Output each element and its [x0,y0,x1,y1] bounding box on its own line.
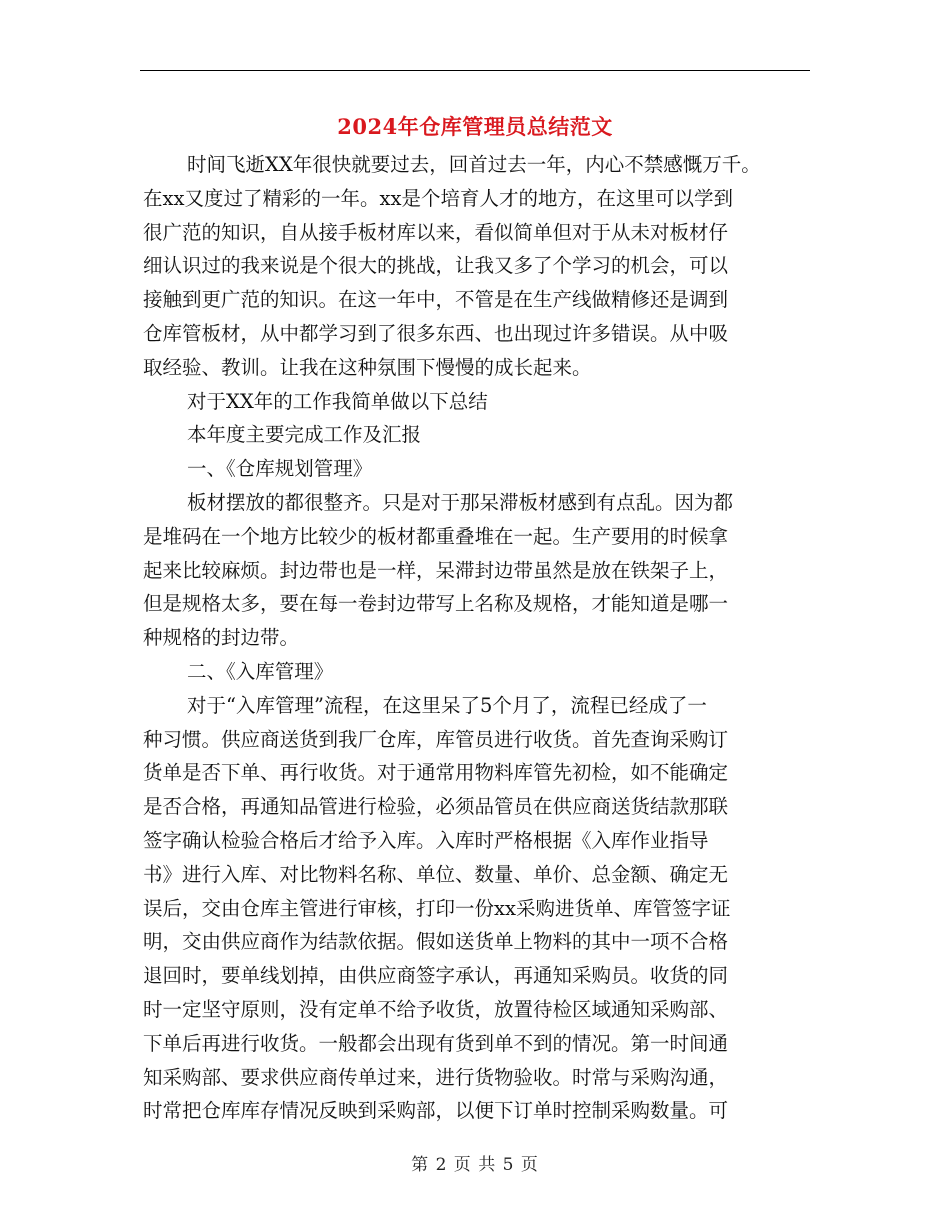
text-line: 种规格的封边带。 [143,626,300,650]
text-line: 对于XX年的工作我简单做以下总结 [187,389,488,413]
text-line: 知采购部、要求供应商传单过来，进行货物验收。时常与采购沟通， [143,1065,729,1089]
text-line: 取经验、教训。让我在这种氛围下慢慢的成长起来。 [143,355,592,379]
document-title: 2024年仓库管理员总结范文 [337,114,613,139]
text-line: 是否合格，再通知品管进行检验，必须品管员在供应商送货结款那联 [143,795,729,819]
text-line: 种习惯。供应商送货到我厂仓库，库管员进行收货。首先查询采购订 [143,727,729,751]
text-line: 很广范的知识，自从接手板材库以来，看似简单但对于从未对板材仔 [143,220,729,244]
header-rule [140,70,810,71]
text-line: 对于“入库管理”流程，在这里呆了5个月了，流程已经成了一 [187,693,707,717]
text-line: 误后，交由仓库主管进行审核，打印一份xx采购进货单、库管签字证 [143,896,731,920]
text-line: 退回时，要单线划掉，由供应商签字承认，再通知采购员。收货的同 [143,964,729,988]
text-line: 细认识过的我来说是个很大的挑战，让我又多了个学习的机会，可以 [143,254,729,278]
text-line: 仓库管板材，从中都学习到了很多东西、也出现过许多错误。从中吸 [143,321,729,345]
text-line: 下单后再进行收货。一般都会出现有货到单不到的情况。第一时间通 [143,1031,729,1055]
text-line: 起来比较麻烦。封边带也是一样，呆滞封边带虽然是放在铁架子上， [143,558,729,582]
text-line: 本年度主要完成工作及汇报 [187,423,422,447]
text-line: 接触到更广范的知识。在这一年中，不管是在生产线做精修还是调到 [143,288,729,312]
section-heading: 一、《仓库规划管理》 [187,457,373,481]
page-number: 第 2 页 共 5 页 [411,1155,539,1175]
text-line: 板材摆放的都很整齐。只是对于那呆滞板材感到有点乱。因为都 [187,490,734,514]
text-line: 货单是否下单、再行收货。对于通常用物料库管先初检，如不能确定 [143,761,729,785]
text-line: 是堆码在一个地方比较少的板材都重叠堆在一起。生产要用的时候拿 [143,524,729,548]
section-heading: 二、《入库管理》 [187,659,334,683]
text-line: 签字确认检验合格后才给予入库。入库时严格根据《入库作业指导 [143,828,709,852]
text-line: 在xx又度过了精彩的一年。xx是个培育人才的地方，在这里可以学到 [143,186,733,210]
text-line: 明，交由供应商作为结款依据。假如送货单上物料的其中一项不合格 [143,930,729,954]
text-line: 时间飞逝XX年很快就要过去，回首过去一年，内心不禁感慨万千。 [187,153,761,176]
text-line: 书》进行入库、对比物料名称、单位、数量、单价、总金额、确定无 [143,862,729,886]
text-line: 时常把仓库库存情况反映到采购部，以便下订单时控制采购数量。可 [143,1099,729,1123]
text-line: 但是规格太多，要在每一卷封边带写上名称及规格，才能知道是哪一 [143,592,729,616]
document-body [143,148,811,1128]
text-line: 时一定坚守原则，没有定单不给予收货，放置待检区域通知采购部、 [143,997,729,1021]
